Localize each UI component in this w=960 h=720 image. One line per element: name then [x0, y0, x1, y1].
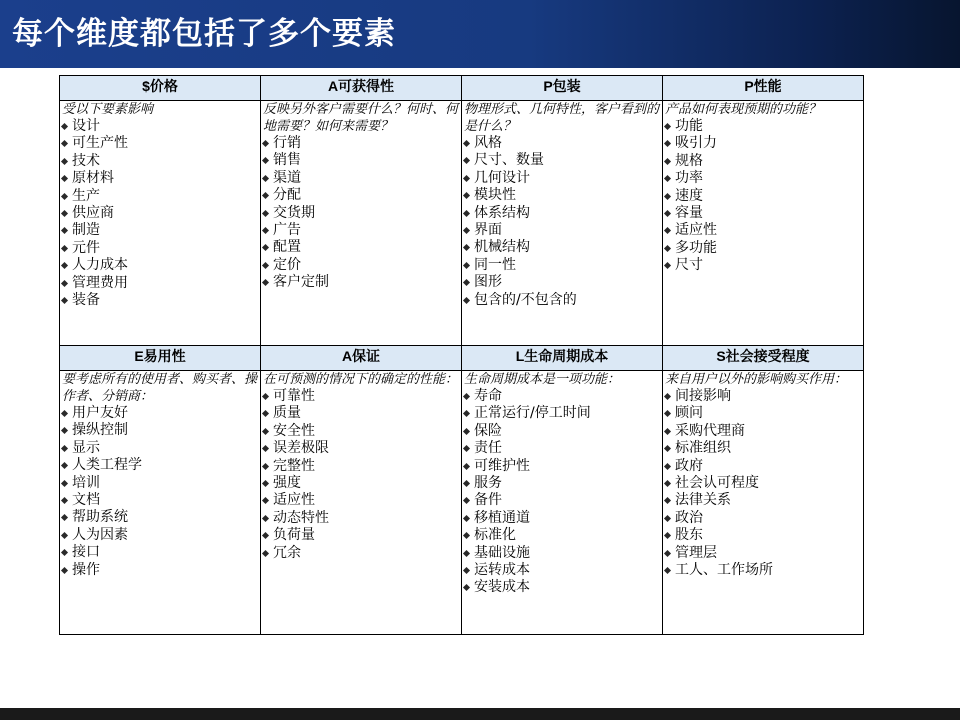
list-item: 可靠性 — [261, 388, 461, 405]
list-item: 风格 — [462, 135, 662, 152]
content-row — [60, 371, 864, 635]
list-item: 移植通道 — [462, 510, 662, 527]
list-item: 适应性 — [663, 222, 863, 239]
list-item: 客户定制 — [261, 274, 461, 291]
list-item: 责任 — [462, 440, 662, 457]
list-item: 操纵控制 — [60, 422, 260, 439]
list-item: 顾问 — [663, 405, 863, 422]
list-item: 误差极限 — [261, 440, 461, 457]
dimension-cell — [462, 101, 663, 346]
list-item: 强度 — [261, 475, 461, 492]
list-item: 规格 — [663, 153, 863, 170]
list-item: 技术 — [60, 153, 260, 170]
list-item: 功能 — [663, 118, 863, 135]
column-header: L生命周期成本 — [462, 346, 663, 371]
list-item: 制造 — [60, 222, 260, 239]
list-item: 包含的/不包含的 — [462, 292, 662, 309]
list-item: 基础设施 — [462, 545, 662, 562]
list-item: 设计 — [60, 118, 260, 135]
column-header: E易用性 — [60, 346, 261, 371]
list-item: 吸引力 — [663, 135, 863, 152]
bullet-list — [663, 118, 863, 275]
list-item: 渠道 — [261, 170, 461, 187]
list-item: 动态特性 — [261, 510, 461, 527]
bullet-list — [462, 388, 662, 597]
list-item: 安全性 — [261, 423, 461, 440]
list-item: 界面 — [462, 222, 662, 239]
column-header: S社会接受程度 — [663, 346, 864, 371]
list-item: 同一性 — [462, 257, 662, 274]
list-item: 显示 — [60, 440, 260, 457]
list-item: 接口 — [60, 544, 260, 561]
list-item: 操作 — [60, 562, 260, 579]
list-item: 质量 — [261, 405, 461, 422]
list-item: 培训 — [60, 475, 260, 492]
list-item: 行销 — [261, 135, 461, 152]
list-item: 用户友好 — [60, 405, 260, 422]
list-item: 生产 — [60, 188, 260, 205]
list-item: 备件 — [462, 492, 662, 509]
list-item: 可生产性 — [60, 135, 260, 152]
dimension-cell — [60, 371, 261, 635]
header-row — [60, 346, 864, 371]
list-item: 模块性 — [462, 187, 662, 204]
list-item: 管理费用 — [60, 275, 260, 292]
column-header: $价格 — [60, 76, 261, 101]
list-item: 间接影响 — [663, 388, 863, 405]
cell-intro: 受以下要素影响 — [62, 102, 154, 117]
list-item: 人力成本 — [60, 257, 260, 274]
list-item: 标准化 — [462, 527, 662, 544]
column-header: A可获得性 — [261, 76, 462, 101]
bullet-list — [261, 388, 461, 562]
content-row — [60, 101, 864, 346]
list-item: 标准组织 — [663, 440, 863, 457]
bullet-list — [462, 135, 662, 309]
list-item: 多功能 — [663, 240, 863, 257]
dimensions-table — [59, 75, 864, 635]
list-item: 负荷量 — [261, 527, 461, 544]
cell-intro: 反映另外客户需要什么？何时、何地需要？如何来需要？ — [263, 102, 459, 134]
bullet-list — [663, 388, 863, 579]
list-item: 股东 — [663, 527, 863, 544]
list-item: 工人、工作场所 — [663, 562, 863, 579]
list-item: 适应性 — [261, 492, 461, 509]
cell-intro: 生命周期成本是一项功能： — [464, 372, 621, 387]
list-item: 尺寸 — [663, 257, 863, 274]
cell-intro: 物理形式、几何特性，客户看到的是什么？ — [464, 102, 660, 134]
list-item: 体系结构 — [462, 205, 662, 222]
list-item: 配置 — [261, 239, 461, 256]
list-item: 采购代理商 — [663, 423, 863, 440]
list-item: 图形 — [462, 274, 662, 291]
column-header: A保证 — [261, 346, 462, 371]
list-item: 运转成本 — [462, 562, 662, 579]
cell-intro: 在可预测的情况下的确定的性能： — [263, 372, 459, 387]
list-item: 元件 — [60, 240, 260, 257]
list-item: 保险 — [462, 423, 662, 440]
list-item: 服务 — [462, 475, 662, 492]
list-item: 人类工程学 — [60, 457, 260, 474]
list-item: 管理层 — [663, 545, 863, 562]
bullet-list — [261, 135, 461, 292]
list-item: 广告 — [261, 222, 461, 239]
list-item: 法律关系 — [663, 492, 863, 509]
list-item: 文档 — [60, 492, 260, 509]
dimension-cell — [663, 101, 864, 346]
list-item: 机械结构 — [462, 239, 662, 256]
list-item: 安装成本 — [462, 579, 662, 596]
list-item: 原材料 — [60, 170, 260, 187]
bullet-list — [60, 405, 260, 579]
column-header: P性能 — [663, 76, 864, 101]
list-item: 冗余 — [261, 545, 461, 562]
cell-intro: 要考虑所有的使用者、购买者、操作者、分销商： — [62, 372, 258, 404]
list-item: 交货期 — [261, 205, 461, 222]
list-item: 销售 — [261, 152, 461, 169]
list-item: 装备 — [60, 292, 260, 309]
dimension-cell — [60, 101, 261, 346]
footer-bar — [0, 708, 960, 720]
list-item: 政治 — [663, 510, 863, 527]
list-item: 正常运行/停工时间 — [462, 405, 662, 422]
list-item: 可维护性 — [462, 458, 662, 475]
list-item: 社会认可程度 — [663, 475, 863, 492]
list-item: 功率 — [663, 170, 863, 187]
list-item: 完整性 — [261, 458, 461, 475]
dimension-cell — [261, 101, 462, 346]
list-item: 容量 — [663, 205, 863, 222]
list-item: 尺寸、数量 — [462, 152, 662, 169]
list-item: 人为因素 — [60, 527, 260, 544]
list-item: 几何设计 — [462, 170, 662, 187]
dimension-cell — [261, 371, 462, 635]
list-item: 速度 — [663, 188, 863, 205]
cell-intro: 来自用户以外的影响购买作用： — [665, 372, 848, 387]
cell-intro: 产品如何表现预期的功能？ — [665, 102, 822, 117]
list-item: 分配 — [261, 187, 461, 204]
bullet-list — [60, 118, 260, 309]
list-item: 寿命 — [462, 388, 662, 405]
dimension-cell — [663, 371, 864, 635]
header-row — [60, 76, 864, 101]
column-header: P包装 — [462, 76, 663, 101]
list-item: 政府 — [663, 458, 863, 475]
dimension-cell — [462, 371, 663, 635]
list-item: 供应商 — [60, 205, 260, 222]
page-title: 每个维度都包括了多个要素 — [12, 16, 396, 52]
title-bar — [0, 0, 960, 68]
list-item: 定价 — [261, 257, 461, 274]
list-item: 帮助系统 — [60, 509, 260, 526]
